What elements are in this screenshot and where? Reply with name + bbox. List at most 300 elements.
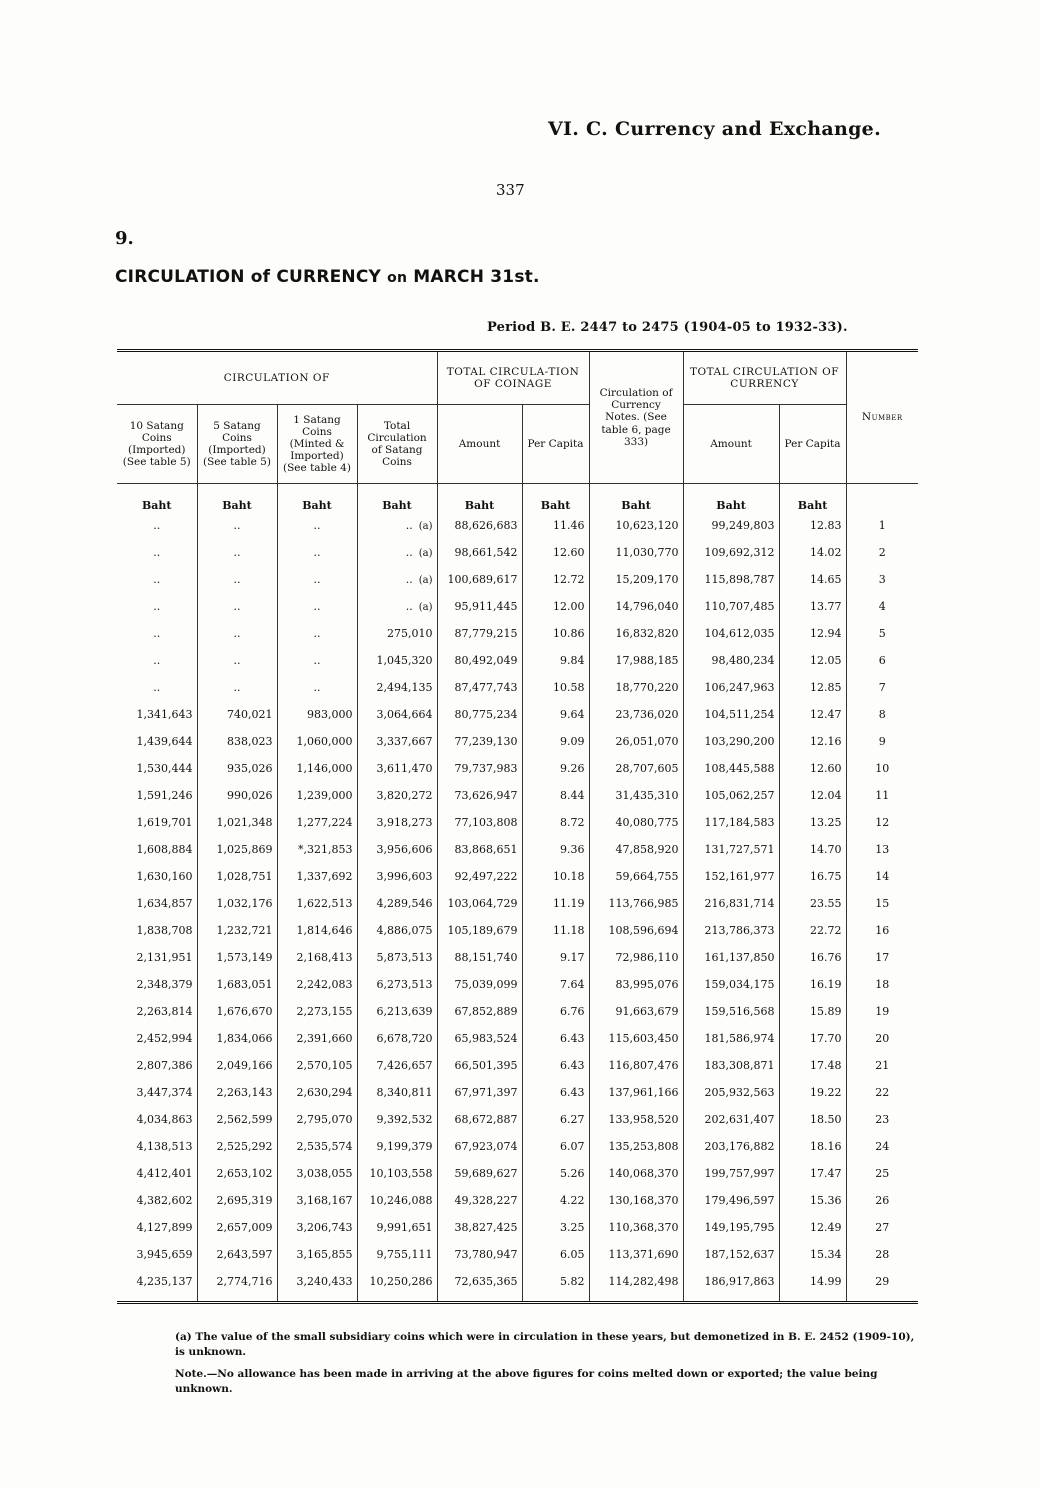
cell-row-number — [846, 863, 918, 890]
cell-five-satang — [197, 1052, 277, 1079]
cell-total-satang — [357, 593, 437, 620]
cell-ten-satang — [117, 1133, 197, 1160]
cell-coin-per-capita — [522, 755, 589, 782]
cell-coin-amount — [437, 593, 522, 620]
cell-value: 99,249,803 — [711, 519, 775, 532]
cell-value: 17.48 — [810, 1059, 842, 1072]
cell-value: 14.65 — [810, 573, 842, 586]
cell-value: 838,023 — [227, 735, 273, 748]
cell-value: 179,496,597 — [704, 1194, 775, 1207]
cell-currency-amount — [683, 512, 779, 539]
cell-value: 7 — [878, 681, 886, 694]
cell-one-satang — [277, 1133, 357, 1160]
cell-value: 2,049,166 — [216, 1059, 273, 1072]
table-row — [117, 1025, 918, 1052]
cell-total-satang — [357, 782, 437, 809]
cell-currency-amount — [683, 917, 779, 944]
cell-ten-satang — [117, 539, 197, 566]
cell-value: .. — [313, 600, 321, 613]
cell-currency-per-capita — [779, 782, 846, 809]
cell-currency-per-capita — [779, 1187, 846, 1214]
cell-value: 1,337,692 — [296, 870, 353, 883]
cell-five-satang — [197, 566, 277, 593]
cell-value: 72,635,365 — [454, 1275, 518, 1288]
cell-value: .. — [153, 654, 161, 667]
cell-value: 12.47 — [810, 708, 842, 721]
cell-value: 29 — [875, 1275, 890, 1288]
cell-value: 2,168,413 — [296, 951, 353, 964]
cell-coin-per-capita — [522, 1241, 589, 1268]
cell-value: 3,038,055 — [296, 1167, 353, 1180]
cell-value: 98,480,234 — [711, 654, 775, 667]
cell-value: 23 — [875, 1113, 890, 1126]
table-number: 9. — [115, 228, 134, 249]
cell-value: 16.76 — [810, 951, 842, 964]
cell-value: 6.05 — [560, 1248, 585, 1261]
cell-coin-amount — [437, 782, 522, 809]
cell-value: 1,045,320 — [376, 654, 433, 667]
cell-five-satang — [197, 1160, 277, 1187]
cell-coin-amount — [437, 755, 522, 782]
cell-one-satang — [277, 917, 357, 944]
cell-value: 9.64 — [560, 708, 585, 721]
cell-coin-per-capita — [522, 917, 589, 944]
cell-currency-per-capita — [779, 998, 846, 1025]
cell-value: 3,240,433 — [296, 1275, 353, 1288]
cell-total-satang — [357, 1241, 437, 1268]
cell-row-number — [846, 728, 918, 755]
cell-value: 4,289,546 — [376, 897, 433, 910]
cell-value: 1,341,643 — [136, 708, 193, 721]
cell-value: 2,273,155 — [296, 1005, 353, 1018]
cell-total-satang — [357, 1187, 437, 1214]
cell-coin-amount — [437, 701, 522, 728]
cell-coin-amount — [437, 1106, 522, 1133]
cell-currency-notes — [589, 1106, 683, 1133]
note-marker: (a) — [418, 548, 433, 559]
cell-row-number — [846, 1187, 918, 1214]
cell-total-satang — [357, 512, 437, 539]
table-row — [117, 1160, 918, 1187]
cell-five-satang — [197, 1079, 277, 1106]
cell-currency-notes — [589, 917, 683, 944]
cell-row-number — [846, 755, 918, 782]
cell-row-number — [846, 917, 918, 944]
cell-value: 17,988,185 — [615, 654, 679, 667]
cell-value: 26 — [875, 1194, 890, 1207]
cell-value: .. — [233, 519, 241, 532]
footnote-note: Note.—No allowance has been made in arriving at the above figures for coins melted down or exported; the value being unknown. — [175, 1368, 878, 1395]
cell-value: 103,290,200 — [704, 735, 775, 748]
cell-ten-satang — [117, 917, 197, 944]
page-number: 337 — [496, 181, 525, 199]
cell-value: .. — [233, 600, 241, 613]
cell-ten-satang — [117, 1241, 197, 1268]
cell-value: 1,530,444 — [136, 762, 193, 775]
table-row — [117, 1268, 918, 1303]
cell-currency-notes — [589, 539, 683, 566]
cell-coin-per-capita — [522, 1268, 589, 1303]
cell-value: 105,189,679 — [447, 924, 518, 937]
cell-currency-amount — [683, 1052, 779, 1079]
cell-value: 87,477,743 — [454, 681, 518, 694]
cell-value: 5.26 — [560, 1167, 585, 1180]
cell-coin-per-capita — [522, 1106, 589, 1133]
cell-currency-notes — [589, 809, 683, 836]
cell-value: 2,263,814 — [136, 1005, 193, 1018]
cell-value: 1,032,176 — [216, 897, 273, 910]
cell-row-number — [846, 809, 918, 836]
cell-value: 116,807,476 — [608, 1059, 679, 1072]
cell-value: *,321,853 — [298, 843, 353, 856]
cell-coin-per-capita — [522, 971, 589, 998]
cell-currency-per-capita — [779, 1268, 846, 1303]
cell-coin-per-capita — [522, 593, 589, 620]
cell-value: 22.72 — [810, 924, 842, 937]
cell-currency-notes — [589, 1025, 683, 1052]
cell-value: 31,435,310 — [615, 789, 679, 802]
table-row — [117, 755, 918, 782]
cell-one-satang — [277, 1079, 357, 1106]
cell-value: 3,820,272 — [376, 789, 433, 802]
cell-value: 12.05 — [810, 654, 842, 667]
cell-value: 110,368,370 — [608, 1221, 679, 1234]
cell-ten-satang — [117, 890, 197, 917]
cell-value: 990,026 — [227, 789, 273, 802]
period-label: Period B. E. 2447 to 2475 (1904-05 to 1932-33). — [487, 320, 848, 335]
cell-currency-per-capita — [779, 728, 846, 755]
header-coin-per-capita: Per Capita — [522, 405, 589, 484]
cell-value: 23.55 — [810, 897, 842, 910]
cell-value: 10 — [875, 762, 890, 775]
cell-value: 133,958,520 — [608, 1113, 679, 1126]
cell-five-satang — [197, 863, 277, 890]
header-5-satang: 5 Satang Coins (Imported) (See table 5) — [197, 405, 277, 484]
cell-currency-amount — [683, 998, 779, 1025]
cell-value: 65,983,524 — [454, 1032, 518, 1045]
cell-value: 3.25 — [560, 1221, 585, 1234]
cell-value: 2,525,292 — [216, 1140, 273, 1153]
cell-value: 11.46 — [553, 519, 585, 532]
table-row — [117, 620, 918, 647]
cell-value: .. — [405, 546, 413, 559]
cell-ten-satang — [117, 944, 197, 971]
cell-value: 5 — [878, 627, 886, 640]
cell-row-number — [846, 593, 918, 620]
table-row — [117, 1187, 918, 1214]
cell-one-satang — [277, 701, 357, 728]
cell-one-satang — [277, 998, 357, 1025]
cell-currency-amount — [683, 1106, 779, 1133]
cell-value: .. — [313, 573, 321, 586]
cell-coin-amount — [437, 1133, 522, 1160]
cell-value: 18.50 — [810, 1113, 842, 1126]
table-row — [117, 863, 918, 890]
cell-value: 67,923,074 — [454, 1140, 518, 1153]
cell-currency-notes — [589, 1079, 683, 1106]
table-row — [117, 971, 918, 998]
cell-value: 75,039,099 — [454, 978, 518, 991]
cell-coin-per-capita — [522, 512, 589, 539]
cell-one-satang — [277, 782, 357, 809]
cell-five-satang — [197, 1241, 277, 1268]
cell-value: 9,755,111 — [376, 1248, 433, 1261]
cell-value: .. — [313, 681, 321, 694]
cell-value: 17.70 — [810, 1032, 842, 1045]
cell-row-number — [846, 512, 918, 539]
cell-value: .. — [153, 546, 161, 559]
cell-coin-amount — [437, 1241, 522, 1268]
table-row — [117, 566, 918, 593]
cell-one-satang — [277, 1241, 357, 1268]
cell-coin-amount — [437, 1052, 522, 1079]
cell-currency-per-capita — [779, 944, 846, 971]
cell-value: 100,689,617 — [447, 573, 518, 586]
cell-value: 6.43 — [560, 1086, 585, 1099]
cell-ten-satang — [117, 647, 197, 674]
cell-one-satang — [277, 728, 357, 755]
cell-value: 12.72 — [553, 573, 585, 586]
cell-value: 1,634,857 — [136, 897, 193, 910]
table-row — [117, 512, 918, 539]
cell-value: 14,796,040 — [615, 600, 679, 613]
cell-value: 79,737,983 — [454, 762, 518, 775]
cell-value: 1,676,670 — [216, 1005, 273, 1018]
cell-coin-per-capita — [522, 620, 589, 647]
cell-ten-satang — [117, 755, 197, 782]
cell-total-satang — [357, 647, 437, 674]
cell-value: 2,657,009 — [216, 1221, 273, 1234]
cell-value: 3,956,606 — [376, 843, 433, 856]
cell-ten-satang — [117, 971, 197, 998]
cell-value: 2,535,574 — [296, 1140, 353, 1153]
cell-value: 6 — [878, 654, 886, 667]
cell-five-satang — [197, 809, 277, 836]
cell-value: .. — [313, 546, 321, 559]
cell-one-satang — [277, 1187, 357, 1214]
unit-label: Baht — [522, 484, 589, 513]
cell-value: 95,911,445 — [454, 600, 518, 613]
cell-value: 12.04 — [810, 789, 842, 802]
cell-currency-amount — [683, 863, 779, 890]
cell-value: 202,631,407 — [704, 1113, 775, 1126]
cell-coin-amount — [437, 1268, 522, 1303]
cell-currency-per-capita — [779, 1160, 846, 1187]
cell-coin-per-capita — [522, 1052, 589, 1079]
cell-value: 4 — [878, 600, 886, 613]
cell-value: 183,308,871 — [704, 1059, 775, 1072]
cell-five-satang — [197, 593, 277, 620]
cell-coin-amount — [437, 998, 522, 1025]
cell-coin-per-capita — [522, 1025, 589, 1052]
cell-currency-amount — [683, 539, 779, 566]
unit-label: Baht — [683, 484, 779, 513]
cell-value: 1,619,701 — [136, 816, 193, 829]
cell-coin-per-capita — [522, 890, 589, 917]
cell-five-satang — [197, 1187, 277, 1214]
cell-currency-per-capita — [779, 701, 846, 728]
cell-ten-satang — [117, 809, 197, 836]
cell-five-satang — [197, 782, 277, 809]
unit-label: Baht — [589, 484, 683, 513]
cell-value: 2,795,070 — [296, 1113, 353, 1126]
cell-value: 113,371,690 — [608, 1248, 679, 1261]
cell-total-satang — [357, 1268, 437, 1303]
cell-currency-notes — [589, 1052, 683, 1079]
cell-value: 6.43 — [560, 1032, 585, 1045]
cell-value: 22 — [875, 1086, 890, 1099]
cell-value: 13.77 — [810, 600, 842, 613]
cell-value: 3,945,659 — [136, 1248, 193, 1261]
table-row — [117, 944, 918, 971]
cell-value: 1,683,051 — [216, 978, 273, 991]
cell-value: 28 — [875, 1248, 890, 1261]
cell-value: 16 — [875, 924, 890, 937]
cell-value: 103,064,729 — [447, 897, 518, 910]
cell-value: 216,831,714 — [704, 897, 775, 910]
circulation-table — [117, 349, 918, 1304]
cell-value: 1,814,646 — [296, 924, 353, 937]
cell-coin-per-capita — [522, 1079, 589, 1106]
cell-five-satang — [197, 1106, 277, 1133]
cell-value: 1,591,246 — [136, 789, 193, 802]
cell-one-satang — [277, 1025, 357, 1052]
cell-ten-satang — [117, 512, 197, 539]
cell-value: 68,672,887 — [454, 1113, 518, 1126]
cell-value: 740,021 — [227, 708, 273, 721]
cell-value: 5,873,513 — [376, 951, 433, 964]
cell-row-number — [846, 566, 918, 593]
cell-coin-per-capita — [522, 566, 589, 593]
cell-currency-notes — [589, 593, 683, 620]
cell-value: 16,832,820 — [615, 627, 679, 640]
cell-total-satang — [357, 809, 437, 836]
table-row — [117, 1079, 918, 1106]
cell-value: 2 — [878, 546, 886, 559]
cell-value: 140,068,370 — [608, 1167, 679, 1180]
cell-currency-per-capita — [779, 1214, 846, 1241]
cell-value: 135,253,808 — [608, 1140, 679, 1153]
cell-currency-per-capita — [779, 566, 846, 593]
cell-one-satang — [277, 674, 357, 701]
table-row — [117, 836, 918, 863]
cell-ten-satang — [117, 998, 197, 1025]
cell-value: 8.44 — [560, 789, 585, 802]
cell-coin-amount — [437, 836, 522, 863]
cell-value: 1,573,149 — [216, 951, 273, 964]
cell-value: 1 — [878, 519, 886, 532]
cell-one-satang — [277, 971, 357, 998]
cell-coin-amount — [437, 1025, 522, 1052]
cell-value: 10,623,120 — [615, 519, 679, 532]
cell-coin-per-capita — [522, 1187, 589, 1214]
page-title — [115, 267, 540, 287]
cell-total-satang — [357, 566, 437, 593]
cell-ten-satang — [117, 863, 197, 890]
cell-value: 108,596,694 — [608, 924, 679, 937]
cell-value: 9 — [878, 735, 886, 748]
unit-label: Baht — [141, 499, 172, 512]
cell-value: 18 — [875, 978, 890, 991]
cell-value: 24 — [875, 1140, 890, 1153]
cell-value: 6,213,639 — [376, 1005, 433, 1018]
cell-value: .. — [233, 627, 241, 640]
cell-coin-per-capita — [522, 782, 589, 809]
cell-value: 92,497,222 — [454, 870, 518, 883]
cell-value: 77,103,808 — [454, 816, 518, 829]
cell-value: 2,695,319 — [216, 1194, 273, 1207]
cell-currency-notes — [589, 701, 683, 728]
cell-coin-amount — [437, 512, 522, 539]
cell-value: 59,689,627 — [454, 1167, 518, 1180]
cell-currency-per-capita — [779, 1025, 846, 1052]
cell-coin-per-capita — [522, 1160, 589, 1187]
cell-value: 159,034,175 — [704, 978, 775, 991]
cell-value: 14 — [875, 870, 890, 883]
cell-value: .. — [233, 681, 241, 694]
cell-five-satang — [197, 674, 277, 701]
table-row — [117, 728, 918, 755]
cell-currency-amount — [683, 566, 779, 593]
cell-currency-per-capita — [779, 620, 846, 647]
cell-total-satang — [357, 1160, 437, 1187]
cell-currency-amount — [683, 1241, 779, 1268]
cell-value: 4,138,513 — [136, 1140, 193, 1153]
table-row — [117, 1052, 918, 1079]
cell-value: 9.84 — [560, 654, 585, 667]
cell-coin-amount — [437, 944, 522, 971]
cell-value: 6.43 — [560, 1059, 585, 1072]
cell-currency-per-capita — [779, 863, 846, 890]
cell-value: 4,886,075 — [376, 924, 433, 937]
cell-currency-notes — [589, 512, 683, 539]
table-row — [117, 701, 918, 728]
cell-coin-amount — [437, 971, 522, 998]
cell-row-number — [846, 1214, 918, 1241]
cell-value: 159,516,568 — [704, 1005, 775, 1018]
cell-coin-per-capita — [522, 647, 589, 674]
cell-value: .. — [313, 519, 321, 532]
cell-currency-amount — [683, 1133, 779, 1160]
cell-five-satang — [197, 539, 277, 566]
unit-label: Baht — [779, 484, 846, 513]
cell-value: 9.17 — [560, 951, 585, 964]
cell-value: 83,995,076 — [615, 978, 679, 991]
cell-five-satang — [197, 917, 277, 944]
cell-currency-per-capita — [779, 890, 846, 917]
cell-value: 25 — [875, 1167, 890, 1180]
cell-coin-amount — [437, 674, 522, 701]
cell-row-number — [846, 674, 918, 701]
cell-value: 113,766,985 — [608, 897, 679, 910]
cell-value: 1,021,348 — [216, 816, 273, 829]
cell-coin-per-capita — [522, 728, 589, 755]
cell-value: 11.18 — [553, 924, 585, 937]
cell-currency-amount — [683, 971, 779, 998]
cell-currency-amount — [683, 1079, 779, 1106]
cell-total-satang — [357, 917, 437, 944]
header-total-satang: Total Circulation of Satang Coins — [357, 405, 437, 484]
table-row — [117, 809, 918, 836]
cell-currency-per-capita — [779, 1052, 846, 1079]
cell-value: 1,239,000 — [296, 789, 353, 802]
cell-five-satang — [197, 836, 277, 863]
cell-currency-per-capita — [779, 1106, 846, 1133]
cell-currency-amount — [683, 1268, 779, 1303]
cell-value: 12.60 — [553, 546, 585, 559]
cell-value: 4.22 — [560, 1194, 585, 1207]
cell-currency-per-capita — [779, 539, 846, 566]
